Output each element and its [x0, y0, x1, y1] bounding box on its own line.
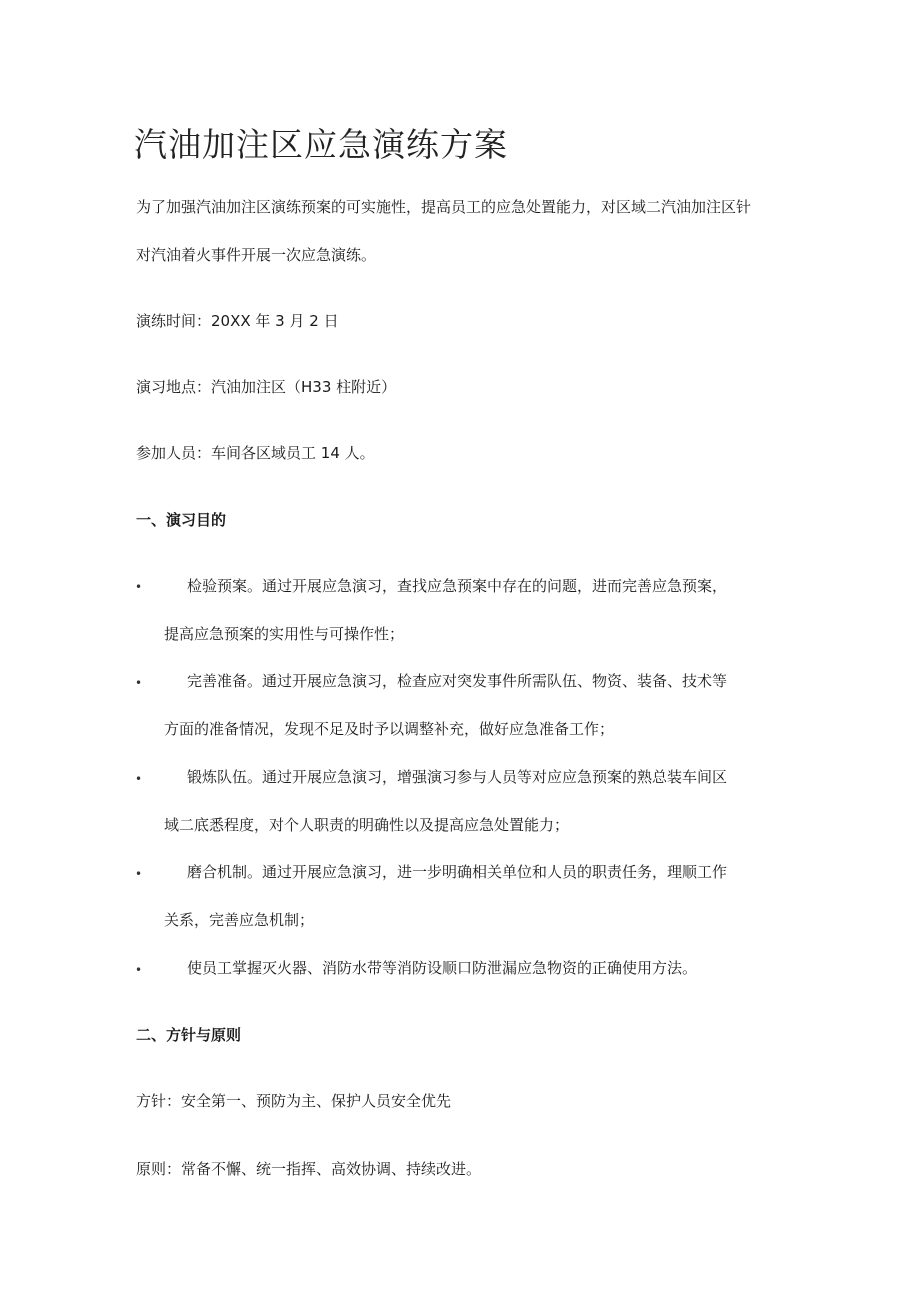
list-item-continuation: 关系，完善应急机制； [164, 911, 315, 929]
list-item: 锻炼队伍。通过开展应急演习，增强演习参与人员等对应应急预案的熟总装车间区 [187, 768, 728, 786]
list-item-continuation: 方面的准备情况，发现不足及时予以调整补充，做好应急准备工作； [164, 720, 615, 738]
drill-location: 演习地点：汽油加注区（H33 柱附近） [136, 378, 397, 396]
section-heading-purpose: 一、演习目的 [136, 511, 227, 529]
list-item: 检验预案。通过开展应急演习，查找应急预案中存在的问题，进而完善应急预案， [187, 577, 728, 595]
list-item: 完善准备。通过开展应急演习，检查应对突发事件所需队伍、物资、装备、技术等 [187, 672, 728, 690]
policy-text: 方针：安全第一、预防为主、保护人员安全优先 [136, 1092, 452, 1110]
list-item-continuation: 域二底悉程度，对个人职责的明确性以及提高应急处置能力； [164, 816, 570, 834]
list-item: 磨合机制。通过开展应急演习，进一步明确相关单位和人员的职责任务，理顺工作 [187, 863, 728, 881]
bullet-dot: • [135, 772, 143, 786]
intro-line-1: 为了加强汽油加注区演练预案的可实施性，提高员工的应急处置能力，对区域二汽油加注区针 [136, 198, 752, 216]
section-heading-policy: 二、方针与原则 [136, 1026, 242, 1044]
bullet-dot: • [135, 676, 143, 690]
list-item: 使员工掌握灭火器、消防水带等消防设顺口防泄漏应急物资的正确使用方法。 [187, 959, 698, 977]
list-item-continuation: 提高应急预案的实用性与可操作性； [164, 625, 405, 643]
bullet-dot: • [135, 580, 143, 594]
bullet-dot: • [135, 867, 143, 881]
document-title: 汽油加注区应急演练方案 [134, 125, 508, 164]
bullet-dot: • [135, 963, 143, 977]
principle-text: 原则：常备不懈、统一指挥、高效协调、持续改进。 [136, 1160, 482, 1178]
intro-line-2: 对汽油着火事件开展一次应急演练。 [136, 246, 377, 264]
drill-participants: 参加人员：车间各区域员工 14 人。 [136, 444, 375, 462]
drill-time: 演练时间：20XX 年 3 月 2 日 [136, 312, 339, 330]
